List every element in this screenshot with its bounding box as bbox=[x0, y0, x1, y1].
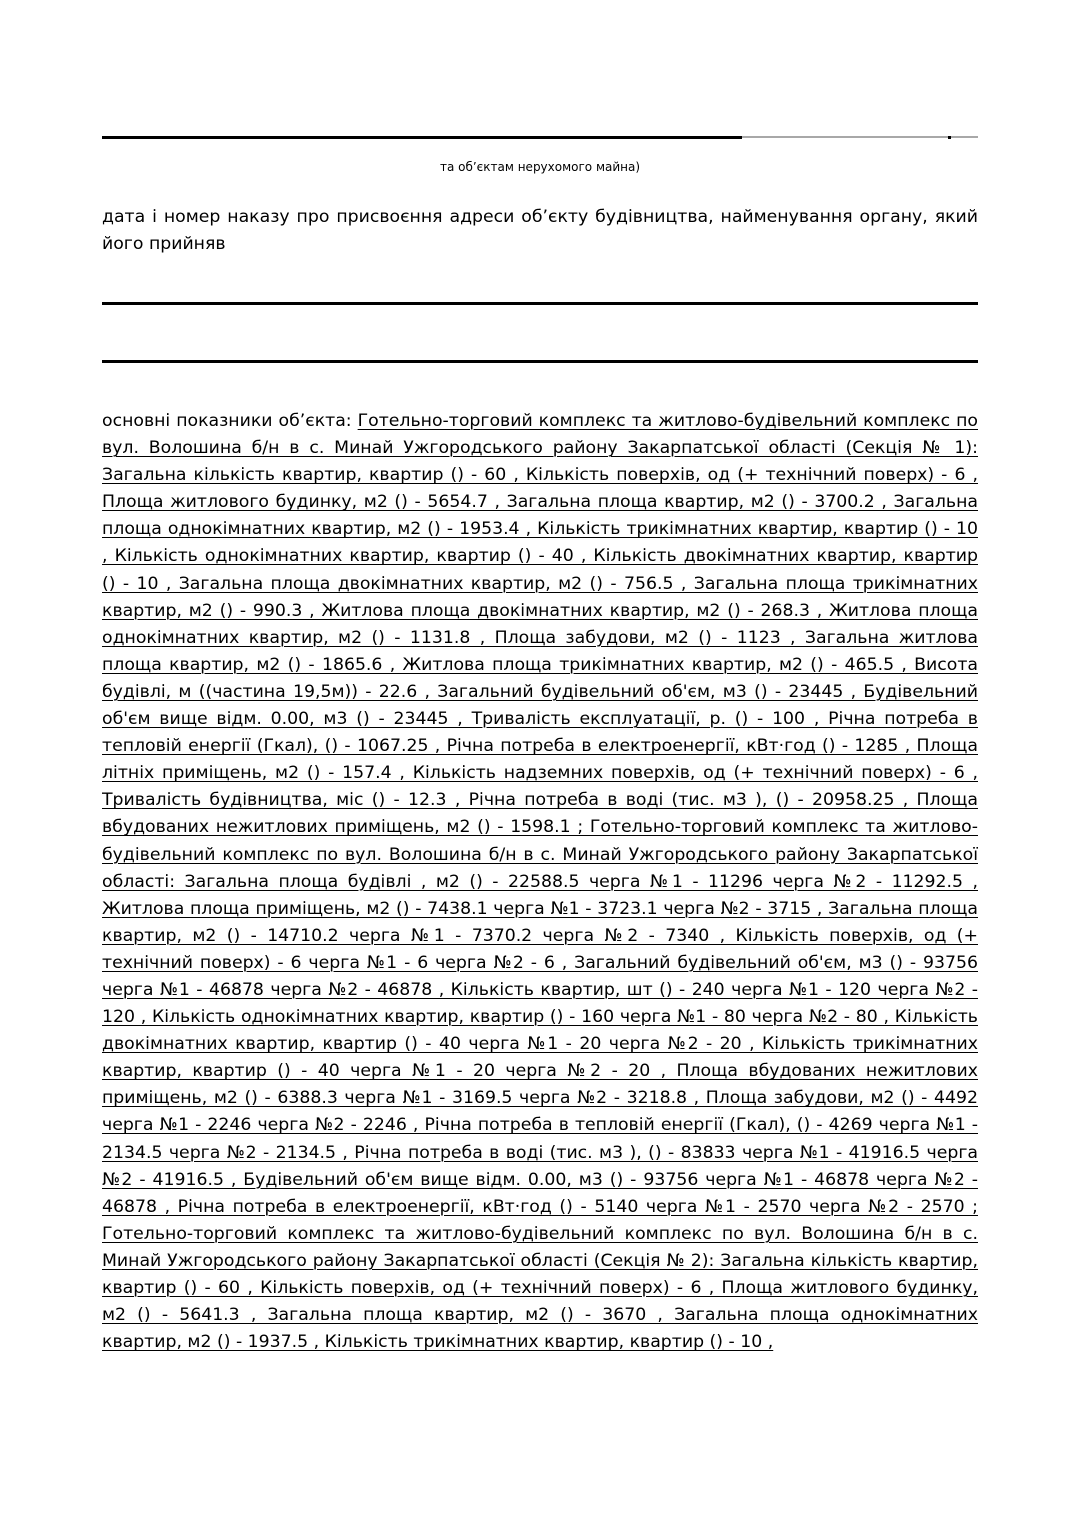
top-divider bbox=[102, 136, 978, 140]
footnote-caption: та об’єктам нерухомого майна) bbox=[439, 160, 641, 174]
divider-light-segment bbox=[742, 136, 978, 138]
divider-dot bbox=[948, 136, 951, 139]
blank-fill-line bbox=[102, 302, 978, 305]
blank-fill-line bbox=[102, 360, 978, 363]
indicators-label: основні показники об’єкта: bbox=[102, 411, 352, 431]
object-indicators-paragraph bbox=[102, 408, 978, 1438]
indicators-value: Готельно-торговий комплекс та житлово-будівельний комплекс по вул. Волошина б/н в с. Минай Ужгородського району Закарпатської області (Секція № 1): Загальна кількість квартир, квартир () - 60 , Кількість поверхів, од (+ технічний поверх) - 6 , Площа житлового будинку, м2 () - 5654.7 , Загальна площа квартир, м2 () - 3700.2 , Загальна площа однокімнатних квартир, м2 () - 1953.4 , Кількість трикімнатних квартир, квартир () - 10 , Кількість однокімнатних квартир, квартир () - 40 , Кількість двокімнатних квартир, квартир () - 10 , Загальна площа двокімнатних квартир, м2 () - 756.5 , Загальна площа трикімнатних квартир, м2 () - 990.3 , Житлова площа двокімнатних квартир, м2 () - 268.3 , Житлова площа однокімнатних квартир, м2 () - 1131.8 , Площа забудови, м2 () - 1123 , Загальна житлова площа квартир, м2 () - 1865.6 , Житлова площа трикімнатних квартир, м2 () - 465.5 , Висота будівлі, м ((частина 19,5м)) - 22.6 , Загальний будівельний об'єм, м3 () - 23445 , Будівельний об'єм вище відм. 0.00, м3 () - 23445 , Тривалість експлуатації, р. () - 100 , Річна потреба в тепловій енергії (Гкал), () - 1067.25 , Річна потреба в електроенергії, кВт·год () - 1285 , Площа літніх приміщень, м2 () - 157.4 , Кількість надземних поверхів, од (+ технічний поверх) - 6 , Тривалість будівництва, міс () - 12.3 , Річна потреба в воді (тис. м3 ), () - 20958.25 , Площа вбудованих нежитлових приміщень, м2 () - 1598.1 ; Готельно-торговий комплекс та житлово-будівельний комплекс по вул. Волошина б/н в с. Минай Ужгородського району Закарпатської області: Загальна площа будівлі , м2 () - 22588.5 черга №1 - 11296 черга №2 - 11292.5 , Житлова площа приміщень, м2 () - 7438.1 черга №1 - 3723.1 черга №2 - 3715 , Загальна площа квартир, м2 () - 14710.2 черга №1 - 7370.2 черга №2 - 7340 , Кількість поверхів, од (+ технічний поверх) - 6 черга №1 - 6 черга №2 - 6 , Загальний будівельний об'єм, м3 () - 93756 черга №1 - 46878 черга №2 - 46878 , Кількість квартир, шт () - 240 черга №1 - 120 черга №2 - 120 , Кількість однокімнатних квартир, квартир () - 160 черга №1 - 80 черга №2 - 80 , Кількість двокімнатних квартир, квартир () - 40 черга №1 - 20 черга №2 - 20 , Кількість трикімнатних квартир, квартир () - 40 черга №1 - 20 черга №2 - 20 , Площа вбудованих нежитлових приміщень, м2 () - 6388.3 черга №1 - 3169.5 черга №2 - 3218.8 , Площа забудови, м2 () - 4492 черга №1 - 2246 черга №2 - 2246 , Річна потреба в тепловій енергії (Гкал), () - 4269 черга №1 - 2134.5 черга №2 - 2134.5 , Річна потреба в воді (тис. м3 ), () - 83833 черга №1 - 41916.5 черга №2 - 41916.5 , Будівельний об'єм вище відм. 0.00, м3 () - 93756 черга №1 - 46878 черга №2 - 46878 , Річна потреба в електроенергії, кВт·год () - 5140 черга №1 - 2570 черга №2 - 2570 ; Готельно-торговий комплекс та житлово-будівельний комплекс по вул. Волошина б/н в с. Минай Ужгородського району Закарпатської області (Секція № 2): Загальна кількість квартир, квартир () - 60 , Кількість поверхів, од (+ технічний поверх) - 6 , Площа житлового будинку, м2 () - 5641.3 , Загальна площа квартир, м2 () - 3670 , Загальна площа однокімнатних квартир, м2 () - 1937.5 , Кількість трикімнатних квартир, квартир () - 10 , bbox=[102, 411, 978, 1353]
divider-dark-segment bbox=[102, 136, 742, 139]
address-order-label: дата і номер наказу про присвоєння адреси об’єкту будівництва, найменування органу, який його прийняв bbox=[102, 207, 978, 255]
